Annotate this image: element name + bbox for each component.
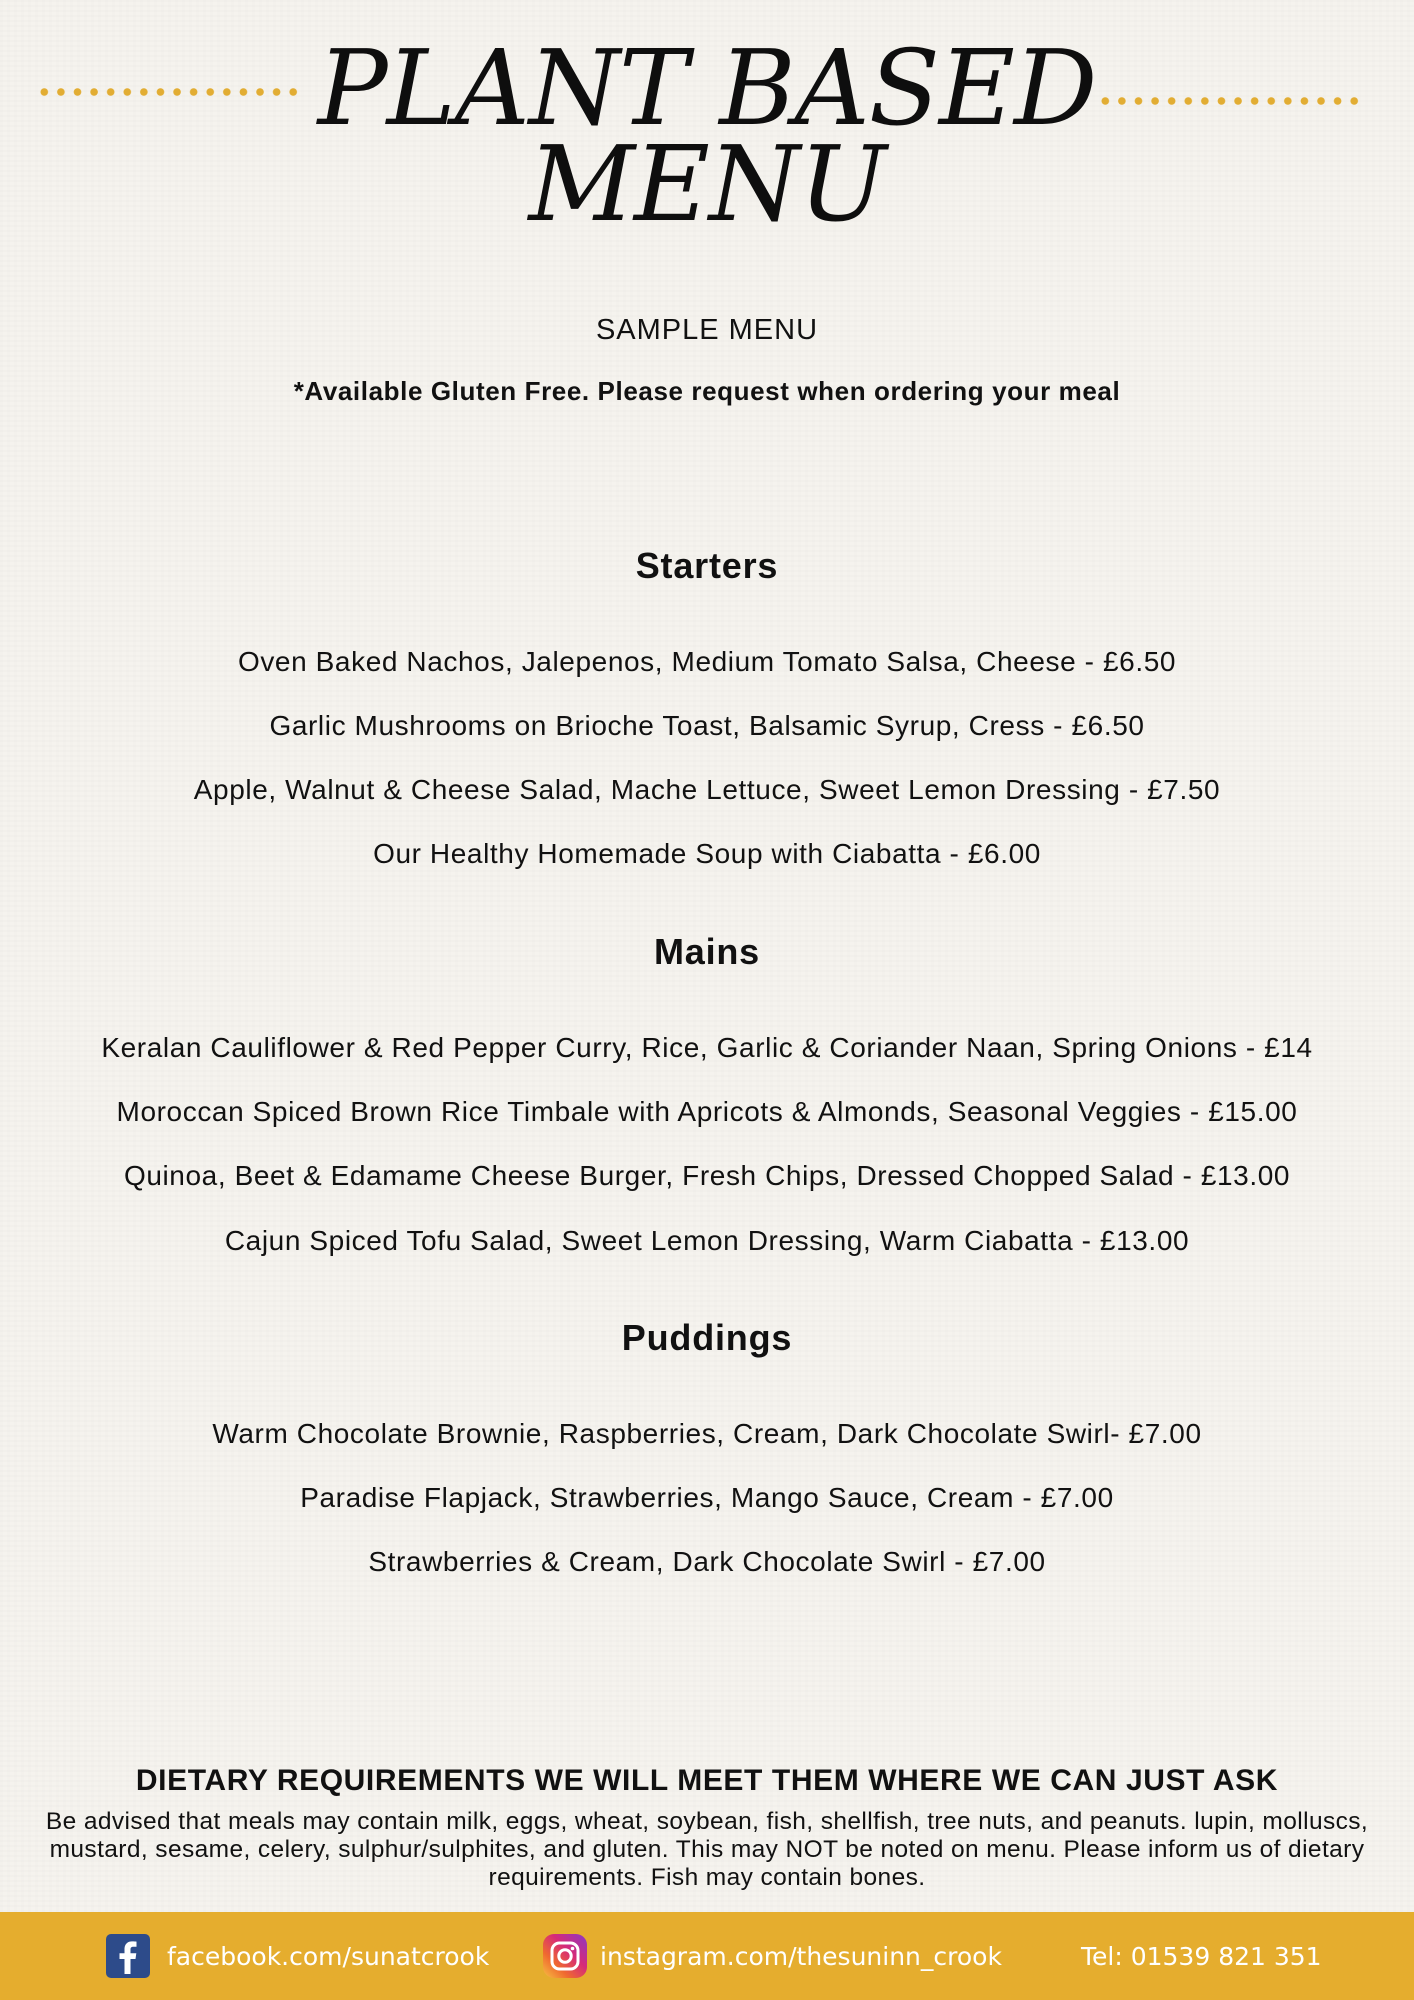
menu-subtitle: SAMPLE MENU [595,314,819,346]
section-title-puddings: Puddings [621,1317,793,1358]
menu-item: Paradise Flapjack, Strawberries, Mango Sauce, Cream - £7.00 [300,1482,1114,1513]
facebook-link[interactable] [106,1912,489,2000]
menu-item: Moroccan Spiced Brown Rice Timbale with Apricots & Almonds, Seasonal Veggies - £15.00 [116,1096,1298,1127]
menu-item: Quinoa, Beet & Edamame Cheese Burger, Fresh Chips, Dressed Chopped Salad - £13.00 [123,1160,1291,1191]
menu-title [0,27,1414,245]
dietary-requirements-title: DIETARY REQUIREMENTS WE WILL MEET THEM WHERE WE CAN JUST ASK [135,1764,1279,1797]
section-title-starters: Starters [635,545,779,586]
menu-title-line1: PLANT BASED [317,27,1097,149]
instagram-icon [543,1934,587,1978]
menu-item: Garlic Mushrooms on Brioche Toast, Balsamic Syrup, Cress - £6.50 [269,710,1145,741]
instagram-link[interactable] [543,1912,1002,2000]
menu-item: Keralan Cauliflower & Red Pepper Curry, Rice, Garlic & Coriander Naan, Spring Onions - £14 [101,1032,1313,1063]
menu-item: Oven Baked Nachos, Jalepenos, Medium Tomato Salsa, Cheese - £6.50 [237,646,1177,677]
instagram-url: instagram.com/thesuninn_crook [600,1941,1002,1971]
contact-footer [0,1912,1414,2000]
facebook-url: facebook.com/sunatcrook [167,1941,490,1971]
section-title-mains: Mains [653,931,761,972]
menu-item: Warm Chocolate Brownie, Raspberries, Cream, Dark Chocolate Swirl- £7.00 [212,1418,1202,1449]
menu-title-line2: MENU [528,123,886,245]
menu-item: Apple, Walnut & Cheese Salad, Mache Lettuce, Sweet Lemon Dressing - £7.50 [193,774,1221,805]
allergen-notice: Be advised that meals may contain milk, eggs, wheat, soybean, fish, shellfish, tree nuts, and peanuts. lupin, molluscs, mustard, sesame, celery, sulphur/sulphites, and gluten. This may NOT be noted on menu. Please inform us of dietary requirements. Fish may contain bones. [45,1808,1369,1891]
facebook-icon [106,1934,150,1978]
phone-number[interactable]: Tel: 01539 821 351 [1081,1941,1322,1971]
menu-item: Strawberries & Cream, Dark Chocolate Swirl - £7.00 [368,1546,1046,1577]
menu-item: Our Healthy Homemade Soup with Ciabatta - £6.00 [373,838,1041,869]
menu-item: Cajun Spiced Tofu Salad, Sweet Lemon Dressing, Warm Ciabatta - £13.00 [224,1225,1190,1256]
gluten-free-note: *Available Gluten Free. Please request when ordering your meal [293,376,1121,406]
